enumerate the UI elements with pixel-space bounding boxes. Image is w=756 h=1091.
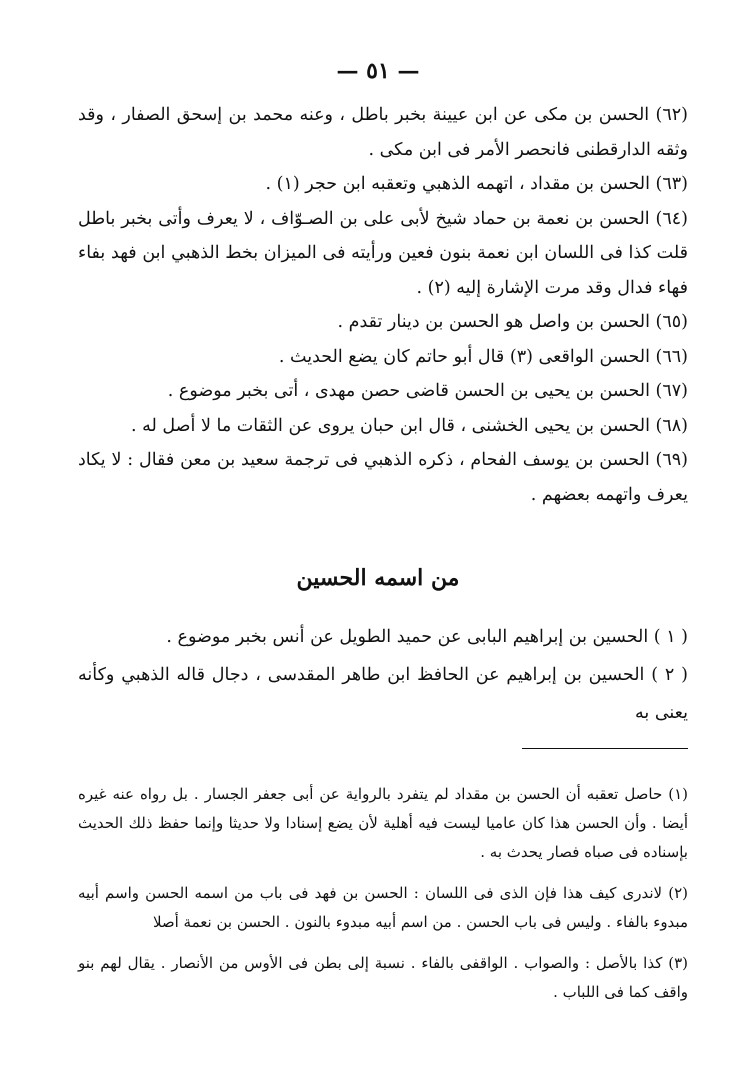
section-entries bbox=[78, 618, 688, 732]
section-heading: من اسمه الحسين bbox=[296, 565, 460, 591]
entry-62: (٦٢) الحسن بن مكى عن ابن عيينة بخبر باطل ، وعنه محمد بن إسحق الصفار ، وقد وثقه الدارقطنى فانحصر الأمر فى ابن مكى . bbox=[78, 105, 688, 160]
entry-68: (٦٨) الحسن بن يحيى الخشنى ، قال ابن حبان يروى عن الثقات ما لا أصل له . bbox=[131, 415, 688, 436]
entry-66: (٦٦) الحسن الواقعى (٣) قال أبو حاتم كان يضع الحديث . bbox=[278, 346, 688, 367]
footnote-separator bbox=[522, 748, 688, 749]
entry-64: (٦٤) الحسن بن نعمة بن حماد شيخ لأبى على بن الصـوّاف ، لا يعرف وأتى بخبر باطل قلت كذا فى اللسان ابن نعمة بنون فعين ورأيته فى الميزان بخط الذهبي ابن فهد بفاء فهاء فدال وقد مرت الإشارة إليه (٢) . bbox=[78, 208, 688, 298]
page-number: — ٥١ — bbox=[336, 58, 420, 84]
section-entry-1: ( ١ ) الحسين بن إبراهيم البابى عن حميد الطويل عن أنس بخبر موضوع . bbox=[166, 627, 688, 647]
footnote-1: (١) حاصل تعقبه أن الحسن بن مقداد لم يتفرد بالرواية عن أبى جعفر الجسار . بل رواه عنه غيره أيضا . وأن الحسن هذا كان عاميا ليست فيه أهلية لأن يضع إسنادا ولا حديثا وإنما حفظ ذلك الحديث بإسناده فى صباه فصار يحدث به . bbox=[78, 785, 688, 861]
entry-67: (٦٧) الحسن بن يحيى بن الحسن قاضى حصن مهدى ، أتى بخبر موضوع . bbox=[167, 381, 688, 401]
footnotes bbox=[78, 780, 688, 1019]
entry-65: (٦٥) الحسن بن واصل هو الحسن بن دينار تقدم . bbox=[337, 312, 688, 332]
footnote-2: (٢) لاندرى كيف هذا فإن الذى فى اللسان : الحسن بن فهد فى باب من اسمه الحسن واسم أبيه مبدوء بالفاء . وليس فى باب الحسن . من اسم أبيه مبدوء بالنون . الحسن بن نعمة أصلا bbox=[78, 884, 688, 931]
main-text bbox=[78, 98, 688, 512]
section-entry-2: ( ٢ ) الحسين بن إبراهيم عن الحافظ ابن طاهر المقدسى ، دجال قاله الذهبي وكأنه يعنى به bbox=[78, 665, 689, 723]
entry-69: (٦٩) الحسن بن يوسف الفحام ، ذكره الذهبي فى ترجمة سعيد بن معن فقال : لا يكاد يعرف واتهمه بعضهم . bbox=[78, 450, 688, 505]
footnote-3: (٣) كذا بالأصل : والصواب . الواقفى بالفاء . نسبة إلى بطن فى الأوس من الأنصار . يقال لهم بنو واقف كما فى اللباب . bbox=[78, 954, 688, 1001]
entry-63: (٦٣) الحسن بن مقداد ، اتهمه الذهبي وتعقبه ابن حجر (١) . bbox=[265, 174, 688, 194]
